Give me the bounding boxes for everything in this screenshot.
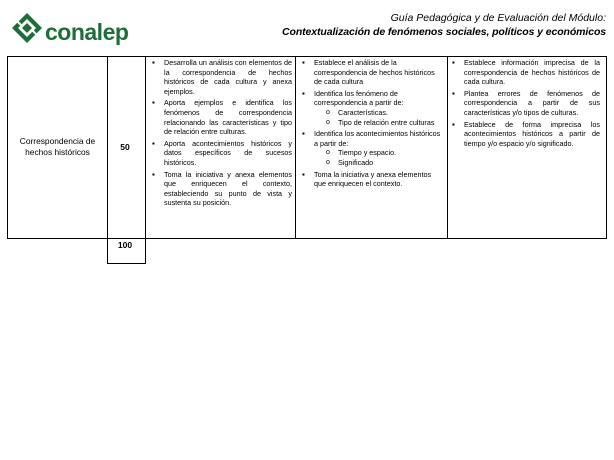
- level-2-list: [300, 58, 442, 191]
- module-name: Contextualización de fenómenos sociales, políticos y económicos: [282, 26, 606, 38]
- list-item: ▪ Aporta ejemplos e identifica los fenómenos de correspondencia relacionando las características y tipo de relación entre culturas.: [150, 98, 292, 136]
- sub-item: o Tipo de relación entre culturas: [324, 118, 442, 128]
- col2-right-border: [447, 56, 448, 239]
- item-text: Identifica los acontecimientos históricos a partir de:: [314, 129, 441, 148]
- list-item: ▪ Desarrolla un análisis con elementos de la correspondencia de hechos históricos de cada cultura y anexa ejemplos.: [150, 58, 292, 96]
- table-top-border: [7, 56, 607, 57]
- list-item: ▪ Aporta acontecimientos históricos y datos específicos de sucesos históricos.: [150, 139, 292, 168]
- col1-right-border: [295, 56, 296, 239]
- sub-list: [314, 108, 442, 127]
- list-item: [300, 170, 442, 189]
- table-right-border: [606, 56, 607, 239]
- item-text: Identifica los fenómeno de correspondencia a partir de:: [314, 88, 404, 108]
- table-row-divider: [7, 238, 607, 239]
- total-bottom-border: [107, 263, 146, 264]
- sub-item: o Significado: [324, 158, 442, 168]
- item-text: Toma la iniciativa y anexa elementos que enriquecen el contexto.: [314, 169, 432, 189]
- list-item: ▪ Establece de forma imprecisa los acontecimientos históricos a partir de tiempo y/o espacio y/o significado.: [450, 120, 600, 149]
- sub-item: o Tiempo y espacio.: [324, 148, 442, 158]
- sub-item: o Características.: [324, 108, 442, 118]
- criterion-label: Correspondencia de hechos históricos: [19, 136, 96, 157]
- table-left-border: [7, 56, 8, 239]
- criterion-points: 50: [120, 142, 130, 152]
- item-text: Establece el análisis de la correspondencia de hechos históricos de cada cultura: [314, 58, 435, 87]
- points-right-border: [145, 56, 146, 264]
- total-points: 100: [117, 240, 133, 250]
- list-item: [300, 58, 442, 87]
- list-item: ▪ Establece información imprecisa de la correspondencia de hechos históricos de cada cultura.: [450, 58, 600, 87]
- level-1-list: [150, 58, 292, 210]
- points-left-border: [107, 56, 108, 264]
- logo-text: conalep: [45, 19, 129, 45]
- list-item: [300, 89, 442, 127]
- sub-list: [314, 148, 442, 167]
- level-3-list: [450, 58, 600, 150]
- guide-title: Guía Pedagógica y de Evaluación del Módulo:: [390, 12, 606, 24]
- list-item: ▪ Plantea errores de fenómenos de correspondencia a partir de sus características y/o tipos de culturas.: [450, 89, 600, 118]
- list-item: ▪ Toma la iniciativa y anexa elementos que enriquecen el contexto, estableciendo su punto de vista y sustenta su posición.: [150, 170, 292, 208]
- list-item: [300, 129, 442, 167]
